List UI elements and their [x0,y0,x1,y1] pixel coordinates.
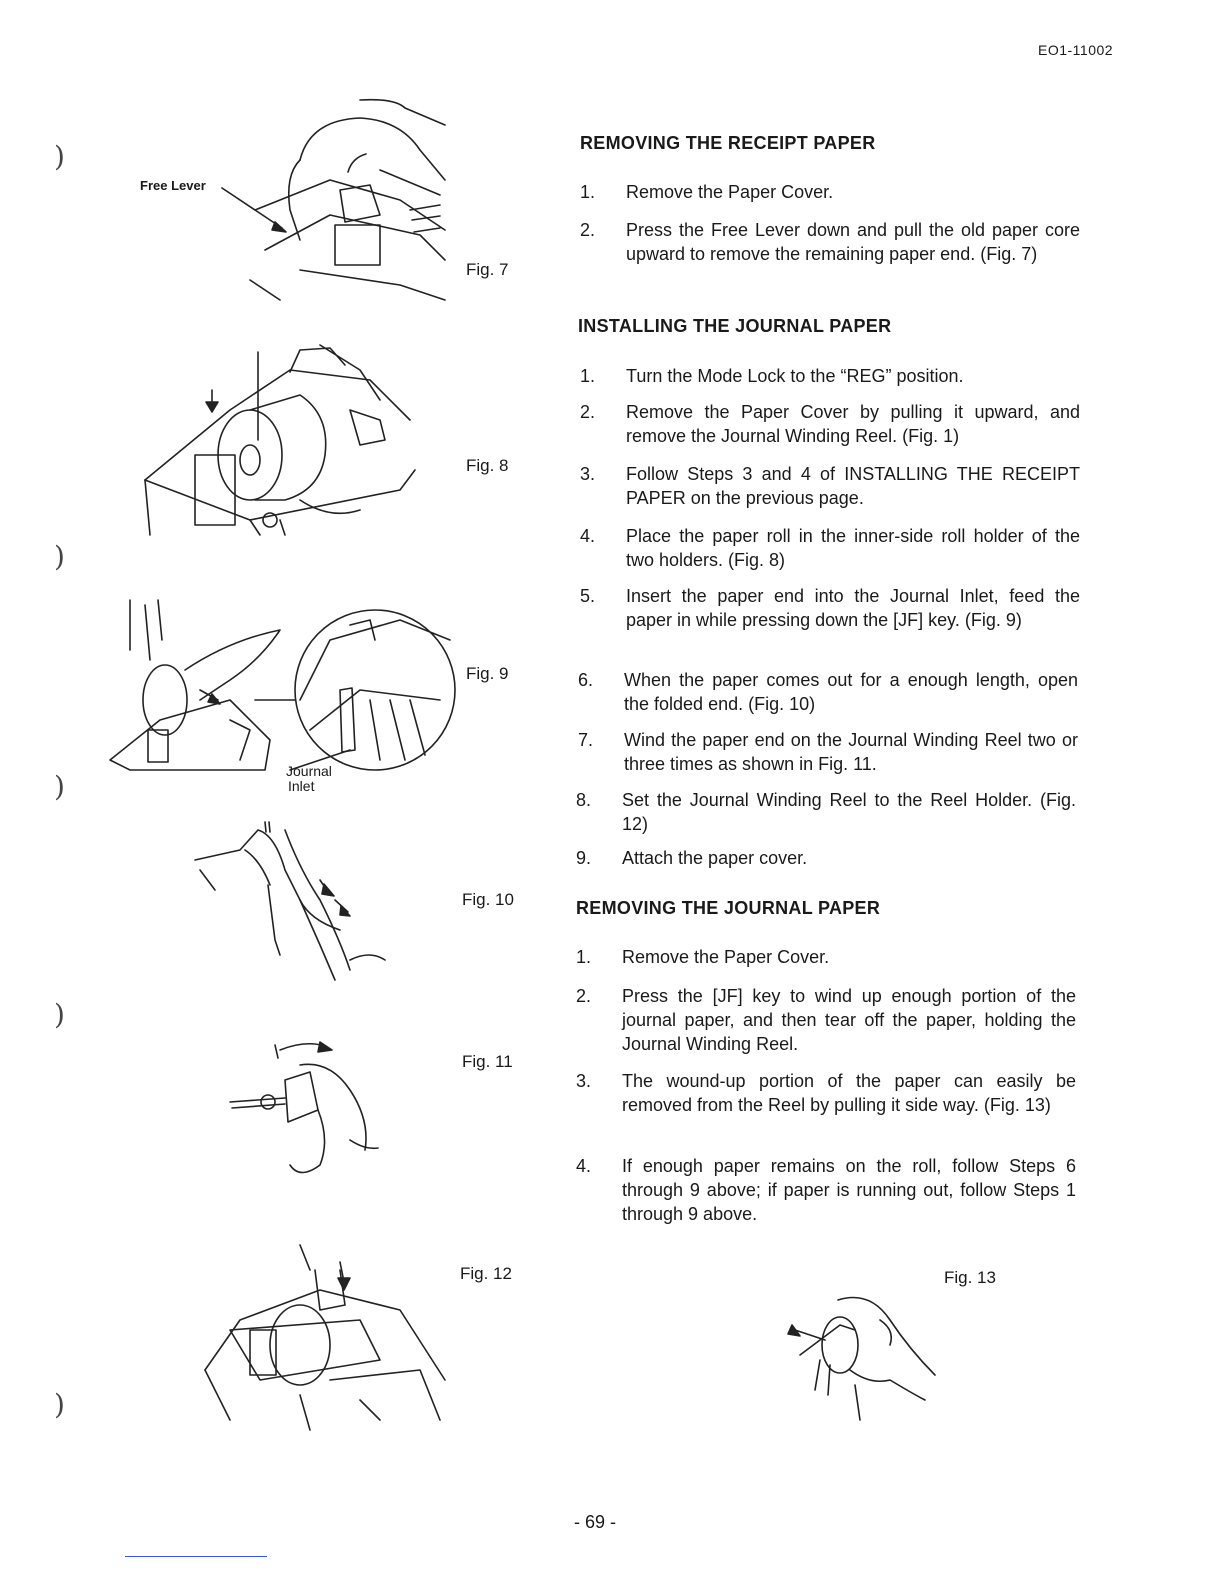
step-text: Place the paper roll in the inner-side roll holder of the two holders. (Fig. 8) [626,526,1080,570]
step-number: 2. [580,220,596,240]
fig-7-label: Fig. 7 [466,260,509,279]
step-text: Remove the Paper Cover. [622,947,830,967]
journal-inlet-callout-line2: Inlet [288,778,315,794]
step-number: 3. [580,464,596,484]
document-id: EO1-11002 [1038,42,1114,58]
step-text: Turn the Mode Lock to the “REG” position. [626,366,964,386]
step-text: Remove the Paper Cover by pulling it upward, and remove the Journal Winding Reel. (Fig. 1) [626,402,1080,446]
step-number: 4. [580,526,596,546]
binder-hole-mark: ) [54,540,65,573]
step-text: Press the [JF] key to wind up enough portion of the journal paper, and then tear off the paper, holding the Journal Winding Reel. [622,986,1076,1054]
free-lever-callout: Free Lever [140,178,206,193]
step-number: 4. [576,1156,592,1176]
binder-hole-mark: ) [54,770,65,803]
step-number: 8. [576,790,592,810]
step-text: Follow Steps 3 and 4 of INSTALLING THE RECEIPT PAPER on the previous page. [626,464,1080,508]
page-number: - 69 - [574,1512,617,1532]
binder-hole-mark: ) [54,140,65,173]
step-text: The wound-up portion of the paper can easily be removed from the Reel by pulling it side way. (Fig. 13) [622,1071,1076,1115]
step-number: 7. [578,730,594,750]
heading-removing-receipt-paper: REMOVING THE RECEIPT PAPER [580,133,876,153]
step-number: 5. [580,586,596,606]
binder-hole-mark: ) [54,998,65,1031]
step-number: 1. [580,366,596,386]
step-text: Remove the Paper Cover. [626,182,834,202]
step-text: Press the Free Lever down and pull the old paper core upward to remove the remaining paper end. (Fig. 7) [626,220,1080,264]
step-number: 1. [576,947,592,967]
heading-removing-journal-paper: REMOVING THE JOURNAL PAPER [576,898,881,918]
footer-rule [125,1556,267,1557]
step-number: 2. [576,986,592,1006]
fig-11-label: Fig. 11 [462,1052,513,1071]
step-text: When the paper comes out for a enough length, open the folded end. (Fig. 10) [624,670,1078,714]
step-number: 3. [576,1071,592,1091]
step-text: Attach the paper cover. [622,848,808,868]
step-text: Wind the paper end on the Journal Winding Reel two or three times as shown in Fig. 11. [624,730,1078,774]
fig-9-label: Fig. 9 [466,664,509,683]
step-number: 1. [580,182,596,202]
binder-hole-mark: ) [54,1388,65,1421]
fig-8-label: Fig. 8 [466,456,509,475]
fig-13-label: Fig. 13 [944,1268,996,1287]
heading-installing-journal-paper: INSTALLING THE JOURNAL PAPER [578,316,892,336]
step-number: 6. [578,670,594,690]
step-text: If enough paper remains on the roll, follow Steps 6 through 9 above; if paper is running out, follow Steps 1 through 9 above. [622,1156,1076,1224]
fig-12-label: Fig. 12 [460,1264,512,1283]
step-text: Insert the paper end into the Journal Inlet, feed the paper in while pressing down the [JF] key. (Fig. 9) [626,586,1080,630]
journal-inlet-callout-line1: Journal [286,763,332,779]
step-number: 2. [580,402,596,422]
fig-13-illustration [0,0,1,1]
step-number: 9. [576,848,592,868]
step-text: Set the Journal Winding Reel to the Reel Holder. (Fig. 12) [622,790,1076,834]
fig-10-label: Fig. 10 [462,890,514,909]
